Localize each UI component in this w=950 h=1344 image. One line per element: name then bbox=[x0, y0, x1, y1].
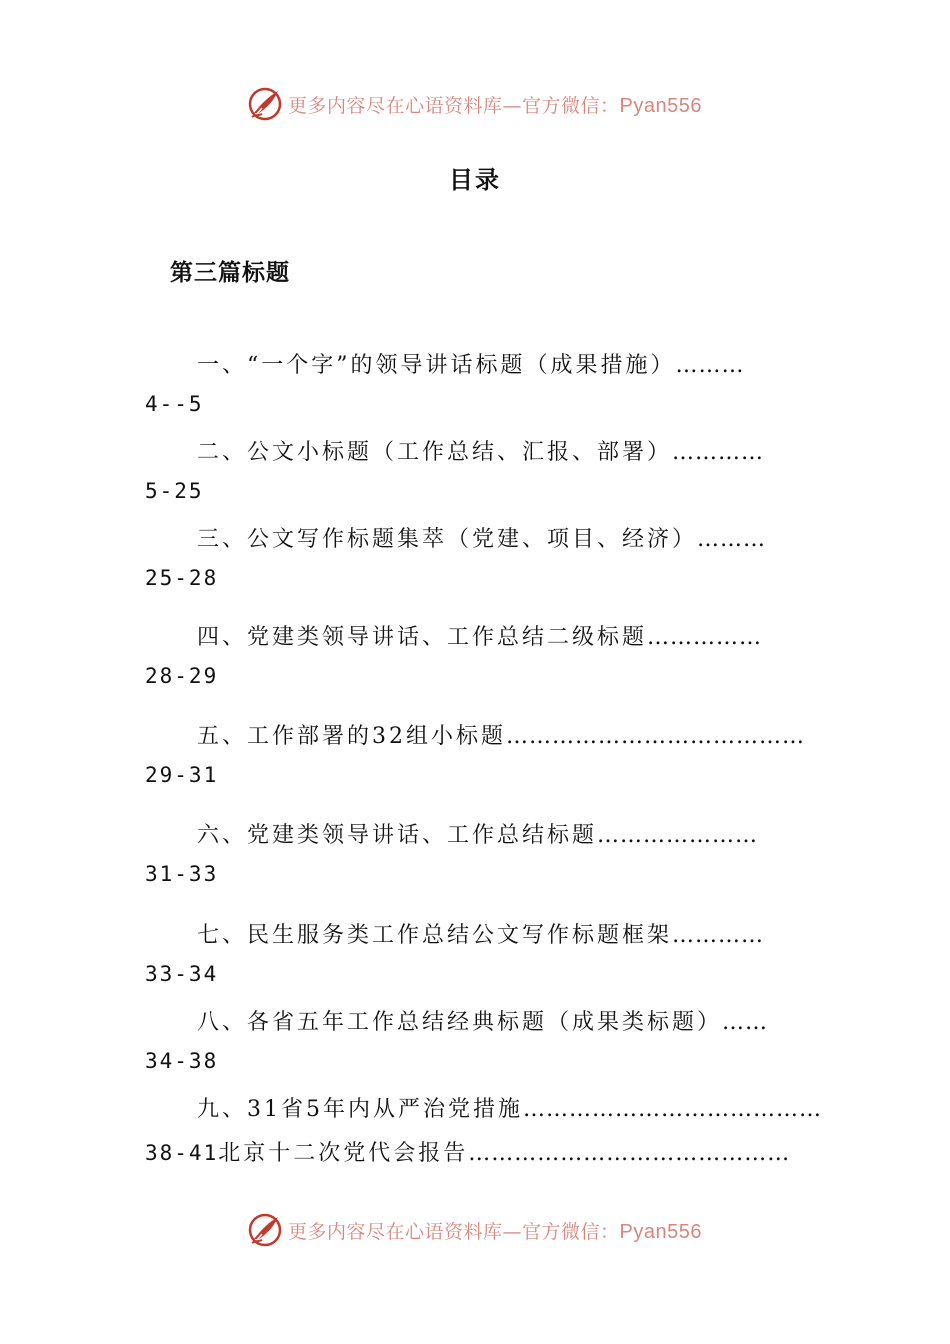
toc-entry-dots: ………………… bbox=[597, 823, 759, 848]
toc-entry-dots: ………… bbox=[672, 440, 765, 465]
toc-entry-pages: 4--5 bbox=[145, 392, 204, 416]
toc-entry-pages: 33-34 bbox=[145, 962, 219, 986]
toc-entry-title: 五、工作部署的32组小标题 bbox=[197, 724, 506, 749]
watermark-banner-top bbox=[0, 84, 950, 124]
toc-entry-dots: ………… bbox=[672, 923, 765, 948]
toc-entry-pages: 34-38 bbox=[145, 1049, 219, 1073]
toc-entry-dots: ……… bbox=[675, 353, 745, 378]
toc-entry-pages: 28-29 bbox=[145, 664, 219, 688]
toc-entry-dots: …… bbox=[722, 1010, 769, 1035]
page-title: 目录 bbox=[449, 166, 501, 194]
watermark-text: 更多内容尽在心语资料库—官方微信：Pyan556 bbox=[288, 94, 702, 117]
trailing-entry-dots: …………………………………… bbox=[468, 1141, 791, 1166]
toc-entry-title: 三、公文写作标题集萃（党建、项目、经济） bbox=[197, 527, 698, 552]
quill-pen-logo-icon bbox=[248, 86, 284, 122]
toc-entry-dots: ………………………………… bbox=[523, 1097, 822, 1122]
toc-entry-dots: ……… bbox=[697, 527, 767, 552]
toc-entry-title: 二、公文小标题（工作总结、汇报、部署） bbox=[197, 440, 673, 465]
wechat-id: Pyan556 bbox=[619, 94, 702, 117]
toc-entry-title: 六、党建类领导讲话、工作总结标题 bbox=[197, 823, 598, 848]
toc-entry-title: 八、各省五年工作总结经典标题（成果类标题） bbox=[197, 1010, 723, 1035]
toc-entry-title: 九、31省5年内从严治党措施 bbox=[197, 1097, 523, 1122]
trailing-entry-title[interactable]: 北京十二次党代会报告 bbox=[218, 1141, 469, 1166]
toc-entry-pages: 31-33 bbox=[145, 862, 219, 886]
watermark-banner-bottom bbox=[0, 1210, 950, 1250]
toc-entry-pages: 38-41 bbox=[145, 1141, 219, 1165]
toc-entry-pages: 25-28 bbox=[145, 566, 219, 590]
toc-entry-pages-with-trailing bbox=[145, 1136, 790, 1167]
toc-entry-dots: …………… bbox=[647, 625, 763, 650]
toc-entry-dots: ………………………………… bbox=[506, 724, 805, 749]
toc-entry-title: 一、“一个字”的领导讲话标题（成果措施） bbox=[197, 353, 676, 378]
toc-entry-pages: 29-31 bbox=[145, 763, 219, 787]
toc-entry-title: 七、民生服务类工作总结公文写作标题框架 bbox=[197, 923, 673, 948]
wechat-id: Pyan556 bbox=[619, 1220, 702, 1243]
quill-pen-logo-icon bbox=[248, 1212, 284, 1248]
section-title: 第三篇标题 bbox=[170, 260, 290, 286]
toc-entry-pages: 5-25 bbox=[145, 479, 204, 503]
toc-entry-title: 四、党建类领导讲话、工作总结二级标题 bbox=[197, 625, 648, 650]
watermark-text: 更多内容尽在心语资料库—官方微信：Pyan556 bbox=[288, 1220, 702, 1243]
